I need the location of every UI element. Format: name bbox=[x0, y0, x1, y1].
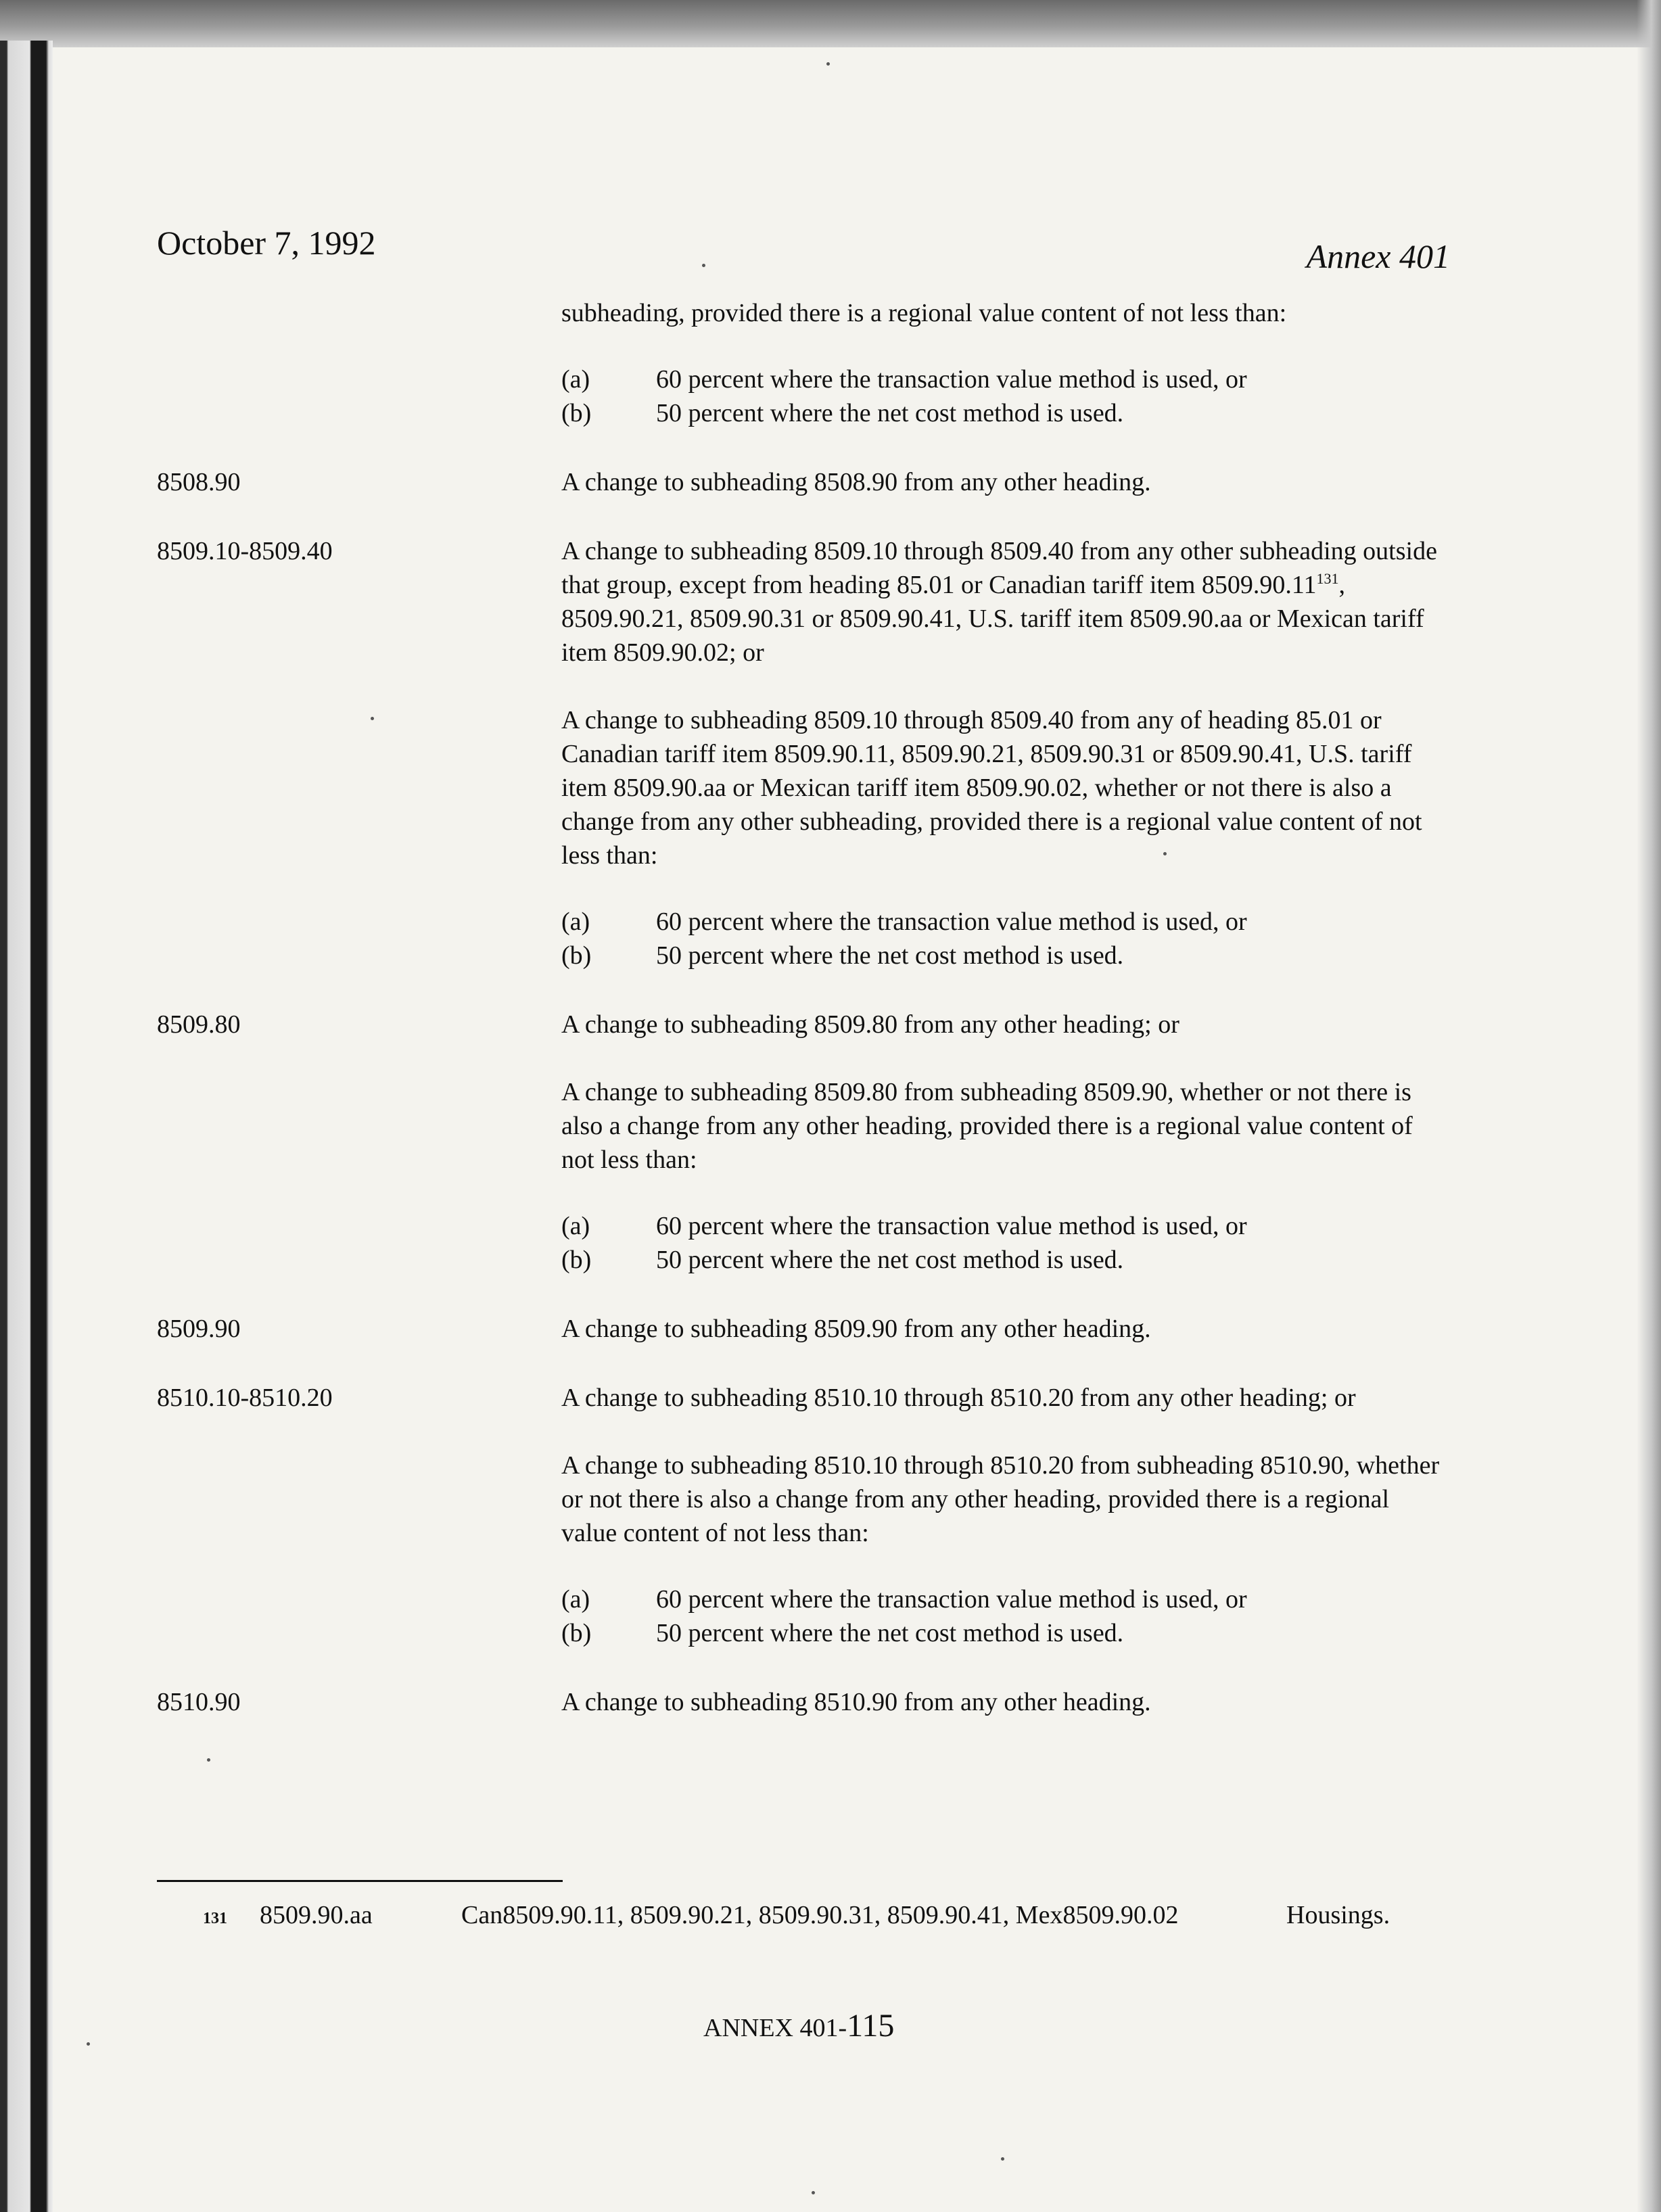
option-item bbox=[561, 905, 1450, 939]
rule-paragraph: subheading, provided there is a regional value content of not less than: bbox=[561, 299, 1287, 327]
option-item bbox=[561, 1209, 1450, 1243]
scan-speck bbox=[1163, 852, 1167, 855]
rule-paragraph: A change to subheading 8509.10 through 8509.40 from any of heading 85.01 or Canadian tariff item 8509.90.11, 8509.90.21, 8509.90.31 or 8509.90.41, U.S. tariff item 8509.90.aa or Mexican tariff item 8509.90.02, whether or not there is also a change from any other subheading, provided there is a regional value content of not less than: bbox=[561, 706, 1422, 870]
rule-row bbox=[157, 1312, 1450, 1346]
option-item bbox=[561, 1582, 1450, 1616]
rule-row bbox=[157, 1008, 1450, 1277]
option-label: (a) bbox=[561, 908, 590, 936]
option-item bbox=[561, 1243, 1450, 1277]
option-item bbox=[561, 396, 1450, 430]
rule-paragraph: A change to subheading 8509.90 from any other heading. bbox=[561, 1315, 1151, 1343]
footnote-us-item: 8509.90.aa bbox=[260, 1901, 373, 1929]
option-item bbox=[561, 362, 1450, 396]
rule-options bbox=[561, 362, 1450, 430]
header-date: October 7, 1992 bbox=[157, 224, 376, 262]
tariff-code: 8510.10-8510.20 bbox=[157, 1384, 333, 1412]
footnote-other-items: Can8509.90.11, 8509.90.21, 8509.90.31, 8509.90.41, Mex8509.90.02 bbox=[461, 1901, 1179, 1929]
footnote bbox=[203, 1900, 1390, 1930]
paragraph-text: , 8509.90.21, 8509.90.31 or 8509.90.41, U.S. tariff item 8509.90.aa or Mexican tariff item 8509.90.02; or bbox=[561, 571, 1424, 667]
option-text: 60 percent where the transaction value method is used, or bbox=[656, 1585, 1247, 1614]
rule-text bbox=[561, 534, 1450, 972]
option-label: (a) bbox=[561, 1585, 590, 1614]
continued-rule bbox=[157, 296, 1450, 430]
option-label: (b) bbox=[561, 399, 592, 427]
option-label: (b) bbox=[561, 1619, 592, 1647]
option-text: 50 percent where the net cost method is used. bbox=[656, 1619, 1124, 1647]
scan-top-edge bbox=[0, 0, 1661, 47]
tariff-code: 8510.90 bbox=[157, 1688, 241, 1716]
rule-row bbox=[157, 1381, 1450, 1650]
rule-text bbox=[561, 465, 1450, 499]
header-annex-title: Annex 401 bbox=[1306, 237, 1450, 275]
footnote-number: 131 bbox=[203, 1910, 227, 1927]
option-label: (a) bbox=[561, 1212, 590, 1240]
paragraph-text: A change to subheading 8509.10 through 8509.40 from any other subheading outside that group, except from heading 85.01 or Canadian tariff item 8509.90.11 bbox=[561, 537, 1437, 599]
rule-paragraph: A change to subheading 8510.10 through 8510.20 from any other heading; or bbox=[561, 1384, 1356, 1412]
rule-options bbox=[561, 1209, 1450, 1277]
rule-row bbox=[157, 465, 1450, 499]
rule-text bbox=[561, 1381, 1450, 1650]
scan-speck bbox=[87, 2042, 90, 2046]
footnote-description: Housings. bbox=[1286, 1901, 1390, 1929]
scan-speck bbox=[207, 1758, 210, 1762]
rule-text bbox=[561, 1312, 1450, 1346]
scan-speck bbox=[702, 264, 705, 267]
rule-text bbox=[561, 1685, 1450, 1719]
rules-of-origin-list bbox=[157, 296, 1450, 1719]
binding-spine bbox=[0, 41, 53, 2212]
page-number-value: 115 bbox=[847, 2008, 895, 2044]
rule-paragraph bbox=[561, 534, 1450, 669]
footnote-divider bbox=[157, 1880, 563, 1882]
option-item bbox=[561, 1616, 1450, 1650]
option-text: 50 percent where the net cost method is used. bbox=[656, 941, 1124, 970]
rule-paragraph: A change to subheading 8510.10 through 8510.20 from subheading 8510.90, whether or not there is also a change from any other heading, provided there is a regional value content of not less than: bbox=[561, 1451, 1440, 1547]
rule-paragraph: A change to subheading 8508.90 from any other heading. bbox=[561, 468, 1151, 496]
tariff-code: 8509.90 bbox=[157, 1315, 241, 1343]
rule-options bbox=[561, 905, 1450, 972]
option-text: 50 percent where the net cost method is used. bbox=[656, 1246, 1124, 1274]
tariff-code: 8508.90 bbox=[157, 468, 241, 496]
scan-speck bbox=[1001, 2157, 1004, 2161]
option-text: 60 percent where the transaction value method is used, or bbox=[656, 908, 1247, 936]
option-label: (b) bbox=[561, 1246, 592, 1274]
option-item bbox=[561, 939, 1450, 972]
rule-row bbox=[157, 534, 1450, 972]
page-number bbox=[703, 2007, 894, 2044]
rule-row bbox=[157, 1685, 1450, 1719]
option-text: 50 percent where the net cost method is used. bbox=[656, 399, 1124, 427]
scan-speck bbox=[826, 62, 830, 66]
footnote-reference: 131 bbox=[1316, 570, 1339, 587]
rule-paragraph: A change to subheading 8509.80 from any other heading; or bbox=[561, 1010, 1179, 1039]
scan-speck bbox=[371, 717, 374, 720]
rule-text bbox=[561, 1008, 1450, 1277]
rule-options bbox=[561, 1582, 1450, 1650]
option-text: 60 percent where the transaction value method is used, or bbox=[656, 365, 1247, 394]
rule-paragraph: A change to subheading 8510.90 from any other heading. bbox=[561, 1688, 1151, 1716]
tariff-code: 8509.10-8509.40 bbox=[157, 537, 333, 565]
rule-text bbox=[561, 296, 1450, 430]
option-label: (b) bbox=[561, 941, 592, 970]
page-number-prefix: ANNEX 401- bbox=[703, 2014, 847, 2042]
option-text: 60 percent where the transaction value method is used, or bbox=[656, 1212, 1247, 1240]
option-label: (a) bbox=[561, 365, 590, 394]
rule-paragraph: A change to subheading 8509.80 from subheading 8509.90, whether or not there is also a change from any other heading, provided there is a regional value content of not less than: bbox=[561, 1078, 1413, 1174]
scan-right-edge bbox=[1637, 0, 1661, 2212]
tariff-code: 8509.80 bbox=[157, 1010, 241, 1039]
scan-speck bbox=[812, 2191, 815, 2194]
